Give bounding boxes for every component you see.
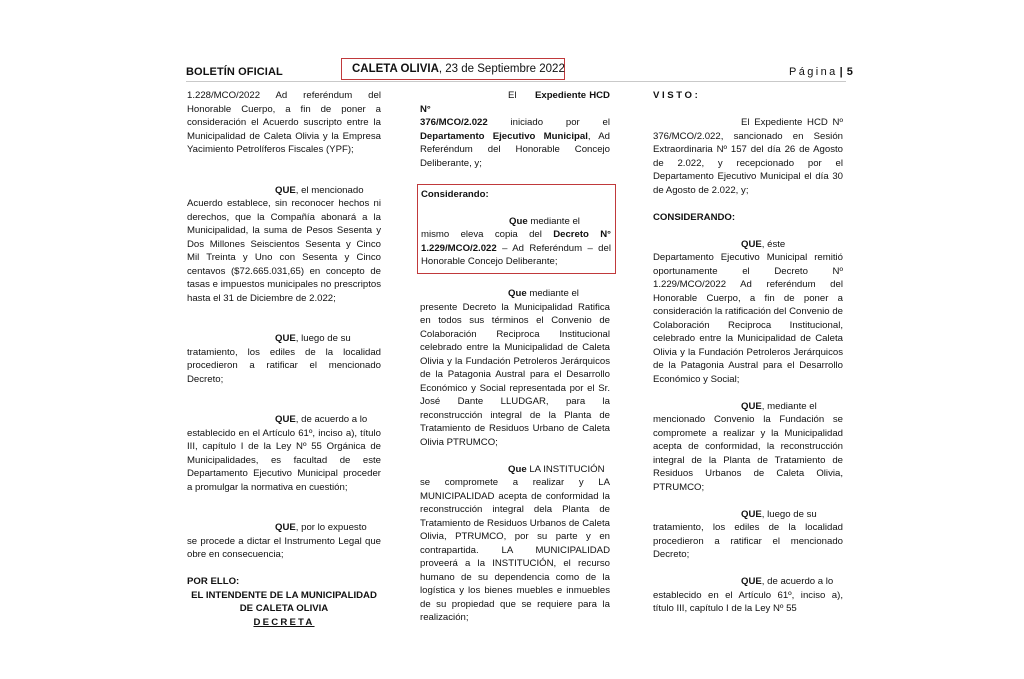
col1-paragraph-1: 1.228/MCO/2022 Ad referéndum del Honorable Cuerpo, a fin de poner a consideración el Acuerdo suscripto entre la Municipalidad de Caleta Olivia y la Empresa Yacimiento Petrolíferos Fiscales (YPF);: [187, 90, 381, 155]
page-separator: |: [839, 66, 843, 78]
header-city: CALETA OLIVIA: [352, 63, 439, 75]
col1-p4-body: establecido en el Artículo 61º, inciso a), título III, capítulo I de la Ley Nº 55 Orgánica de Municipalidades, es facultad de este Departamento Ejecutivo Municipal proceder a promulgar la normativa en cuestión;: [187, 427, 381, 493]
col2-expediente-number: 376/MCO/2.022: [420, 117, 488, 128]
col3-paragraph-3: [653, 400, 843, 495]
col1-p4-lead: , de acuerdo a lo: [295, 414, 368, 425]
header-date: , 23 de Septiembre 2022: [438, 63, 565, 75]
col2-decreto-number: Decreto N° 1.229/MCO/2.022: [421, 229, 611, 254]
col3-p3-body: mencionado Convenio la Fundación se compromete a realizar y la Municipalidad acepta de conformidad, la reconstrucción integral de la Planta de Tratamiento de Residuos Urbanos de Caleta Olivia, PTRUMCO;: [653, 414, 843, 493]
que-keyword: QUE: [741, 576, 762, 587]
que-keyword: QUE: [275, 414, 296, 425]
col1-p2-body: Acuerdo establece, sin reconocer hechos ni derechos, que la Compañía abonará a la Municipalidad, la suma de Pesos Sesenta y Dos Millones Seiscientos Sesenta y Cinco Mil Treinta y Uno con Sesenta y Cinco centavos ($72.665.031,65) en concepto de tasas e impuestos municipales no prescriptos hasta el 31 de Diciembre de 2.022;: [187, 198, 381, 304]
col2-p3-body: presente Decreto la Municipalidad Ratifica en todos sus términos el Convenio de Colaboración Reciproca Institucional celebrado entre la Municipalidad de Caleta Olivia y la Fundación Petroleros Jerárquicos de la Patagonia Austral para el Desarrollo Económico y Social representada por el Sr. José Dante LLUDGAR, para la reconstrucción integral de la Planta de Tratamiento de Residuos Urbano de Caleta Olivia PTRUMCO;: [420, 301, 610, 448]
col1-paragraph-3: [187, 332, 381, 386]
visto-heading: VISTO:: [653, 90, 701, 101]
col3-p1-body: El Expediente HCD Nº 376/MCO/2.022, sancionado en Sesión Extraordinaria Nº 157 del día 26 de Agosto de 2.022, y recepcionado por el Departamento Ejecutivo Municipal el día 30 de Agosto de 2.022, y;: [653, 117, 843, 196]
que-keyword: QUE: [275, 333, 296, 344]
col3-p5-body: establecido en el Artículo 61º, inciso a), título III, capítulo I de la Ley Nº 55: [653, 589, 843, 614]
col2-p4-body: se compromete a realizar y LA MUNICIPALIDAD acepta de conformidad la reconstrucción integral dela Planta de Tratamiento de Residuos Urbanos de Caleta Olivia, PTRUMCO, por su parte y en contrapartida. LA MUNICIPALIDAD proveerá a la INSTITUCIÓN, el recurso humano de su dependencia como de la logística y los bienes muebles e inmuebles de su propiedad que se requiere para la realización;: [420, 477, 610, 623]
header-date-box: [341, 58, 565, 80]
col1-paragraph-4: [187, 413, 381, 494]
column-3: [653, 89, 843, 629]
col1-paragraph-2: [187, 184, 381, 306]
header-divider: [186, 81, 846, 82]
por-ello: POR ELLO:: [187, 576, 240, 587]
col2-p1-end: , Ad Referéndum del Honorable Concejo Deliberante, y;: [420, 130, 610, 169]
bulletin-title: BOLETÍN OFICIAL: [186, 66, 283, 78]
column-2: [420, 89, 610, 638]
que-keyword: QUE: [741, 238, 762, 250]
col2-expediente-label: Expediente HCD N°: [420, 90, 610, 115]
col2-paragraph-2: [421, 215, 611, 269]
col3-paragraph-1: [653, 116, 843, 197]
decreta-heading: DECRETA: [253, 616, 315, 628]
col3-paragraph-4: [653, 508, 843, 562]
col1-p5-lead: , por lo expuesto: [295, 522, 367, 533]
que-keyword: Que: [508, 288, 527, 299]
que-keyword: QUE: [275, 184, 296, 196]
col2-p2-body: mismo eleva copia del: [421, 229, 554, 240]
page-indicator: [789, 66, 853, 78]
col3-p2-lead: , éste: [761, 238, 786, 250]
col2-p1-el: El: [508, 90, 517, 101]
considerando-heading-caps: CONSIDERANDO:: [653, 211, 736, 223]
col1-paragraph-5: [187, 521, 381, 562]
col2-paragraph-1: [420, 89, 610, 170]
col1-p5-body: se procede a dictar el Instrumento Legal que obre en consecuencia;: [187, 535, 381, 560]
que-keyword: QUE: [741, 508, 762, 520]
col3-paragraph-5: [653, 575, 843, 616]
col1-p2-lead: , el mencionado: [295, 184, 364, 196]
page-label: Página: [789, 66, 838, 78]
col2-paragraph-3: [420, 287, 610, 449]
col2-p4-lead: LA INSTITUCIÓN: [526, 463, 605, 475]
col3-p4-body: tratamiento, los ediles de la localidad procedieron a ratificar el mencionado Decreto;: [653, 522, 843, 560]
considerando-heading: Considerando:: [421, 188, 489, 200]
considerando-highlight-box: [417, 184, 616, 274]
page-number: 5: [846, 66, 853, 78]
col1-p3-lead: , luego de su: [295, 333, 351, 344]
que-keyword: Que: [509, 215, 528, 227]
col3-p3-lead: , mediante el: [761, 400, 817, 412]
col2-p2-lead: mediante el: [527, 215, 580, 227]
col2-p3-lead: mediante el: [526, 288, 579, 299]
col2-paragraph-4: [420, 463, 610, 625]
col2-departamento: Departamento Ejecutivo Municipal: [420, 130, 588, 142]
column-1: [187, 89, 381, 629]
que-keyword: QUE: [275, 522, 296, 533]
col2-p2-end: – Ad Referéndum – del Honorable Concejo Deliberante;: [421, 242, 611, 267]
que-keyword: Que: [508, 463, 527, 475]
que-keyword: QUE: [741, 400, 762, 412]
col3-p2-body: Departamento Ejecutivo Municipal remitió oportunamente el Decreto Nº 1.229/MCO/2022 Ad referéndum del Honorable Cuerpo, a fin de poner a consideración la ratificación del Convenio de Colaboración Reciproca Institucional, celebrado entre la Municipalidad de Caleta Olivia y la Fundación Petroleros Jerárquicos de la Patagonia Austral para el Desarrollo Económico y Social;: [653, 252, 843, 385]
col3-p5-lead: , de acuerdo a lo: [761, 576, 834, 587]
col2-p1-mid: iniciado por el: [487, 117, 610, 128]
intendente-heading: EL INTENDENTE DE LA MUNICIPALIDAD DE CALETA OLIVIA: [191, 589, 377, 614]
col3-paragraph-2: [653, 238, 843, 387]
col3-p4-lead: , luego de su: [761, 508, 817, 520]
col1-p3-body: tratamiento, los ediles de la localidad procedieron a ratificar el mencionado Decreto;: [187, 346, 381, 385]
